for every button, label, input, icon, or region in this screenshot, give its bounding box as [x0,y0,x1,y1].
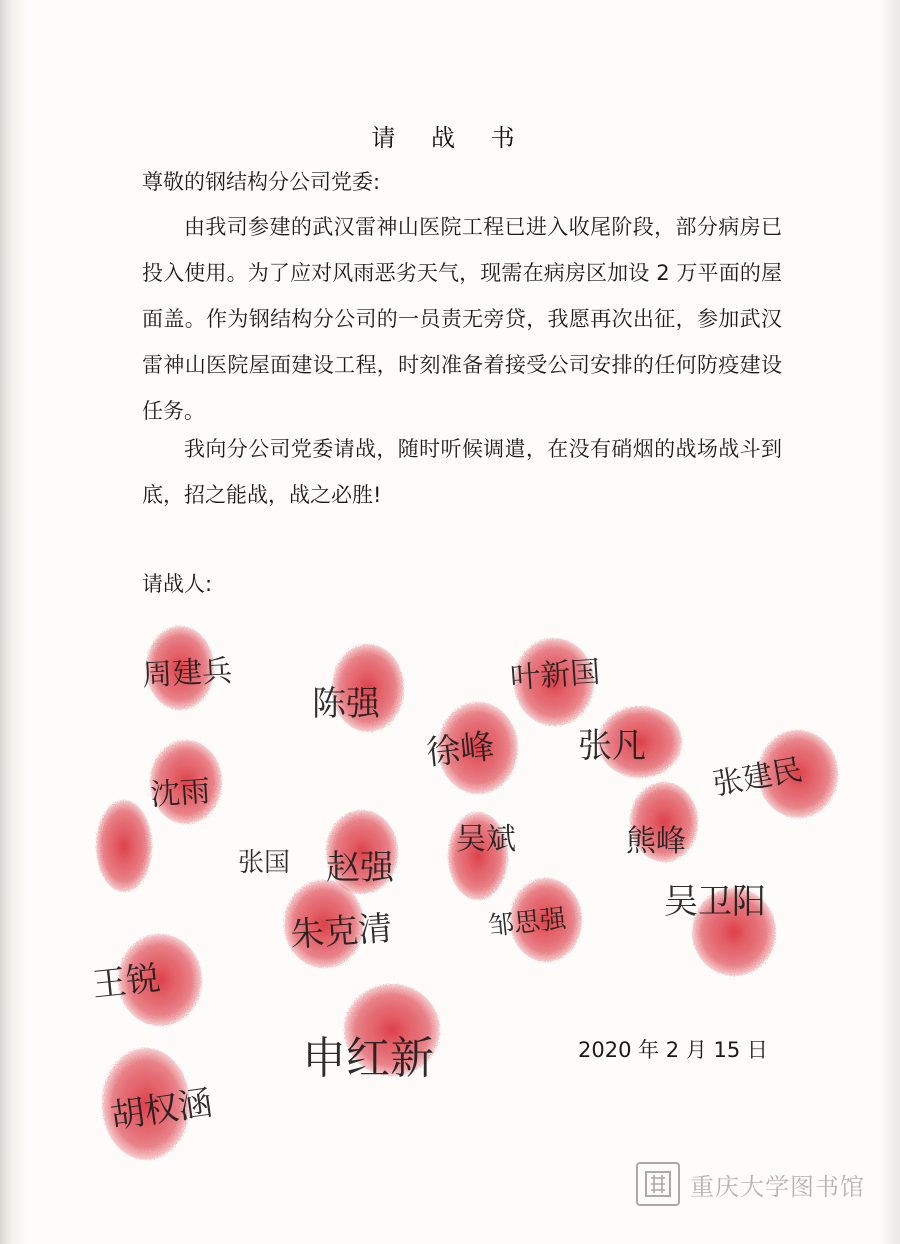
signature: 吴卫阳 [664,882,766,922]
signature: 吴斌 [456,822,516,857]
salutation: 尊敬的钢结构分公司党委: [142,170,381,194]
watermark [636,1160,876,1208]
signature: 胡权涵 [108,1083,215,1137]
signature: 周建兵 [141,653,234,694]
library-seal-icon [636,1162,680,1206]
document-title: 请 战 书 [371,124,529,152]
signature: 沈雨 [149,773,212,814]
signature: 陈强 [312,684,380,724]
signature: 徐峰 [424,726,497,774]
signature: 申红新 [302,1033,434,1084]
watermark-text: 重庆大学图书馆 [690,1172,865,1201]
signature: 朱克清 [288,908,394,956]
signers-label: 请战人: [142,572,213,596]
paragraph-2: 我向分公司党委请战，随时听候调遣，在没有硝烟的战场战斗到底，招之能战，战之必胜! [142,437,782,507]
signature: 赵强 [326,848,394,888]
date: 2020 年 2 月 15 日 [578,1038,768,1062]
signature: 张凡 [578,726,646,766]
paragraph-1: 由我司参建的武汉雷神山医院工程已进入收尾阶段，部分病房已投入使用。为了应对风雨恶劣天气，现需在病房区加设 2 万平面的屋面盖。作为钢结构分公司的一员责无旁贷，我愿再次出征，参加武汉雷神山医院屋面建设工程，时刻准备着接受公司安排的任何防疫建设任务。 [142,215,782,423]
signature: 王锐 [90,958,163,1006]
fingerprint-mark [96,800,152,892]
signature: 张建民 [710,752,805,803]
signature: 邹思强 [486,903,568,942]
signature: 张国 [238,848,291,878]
signature: 熊峰 [626,824,686,859]
signature: 叶新国 [509,654,602,697]
